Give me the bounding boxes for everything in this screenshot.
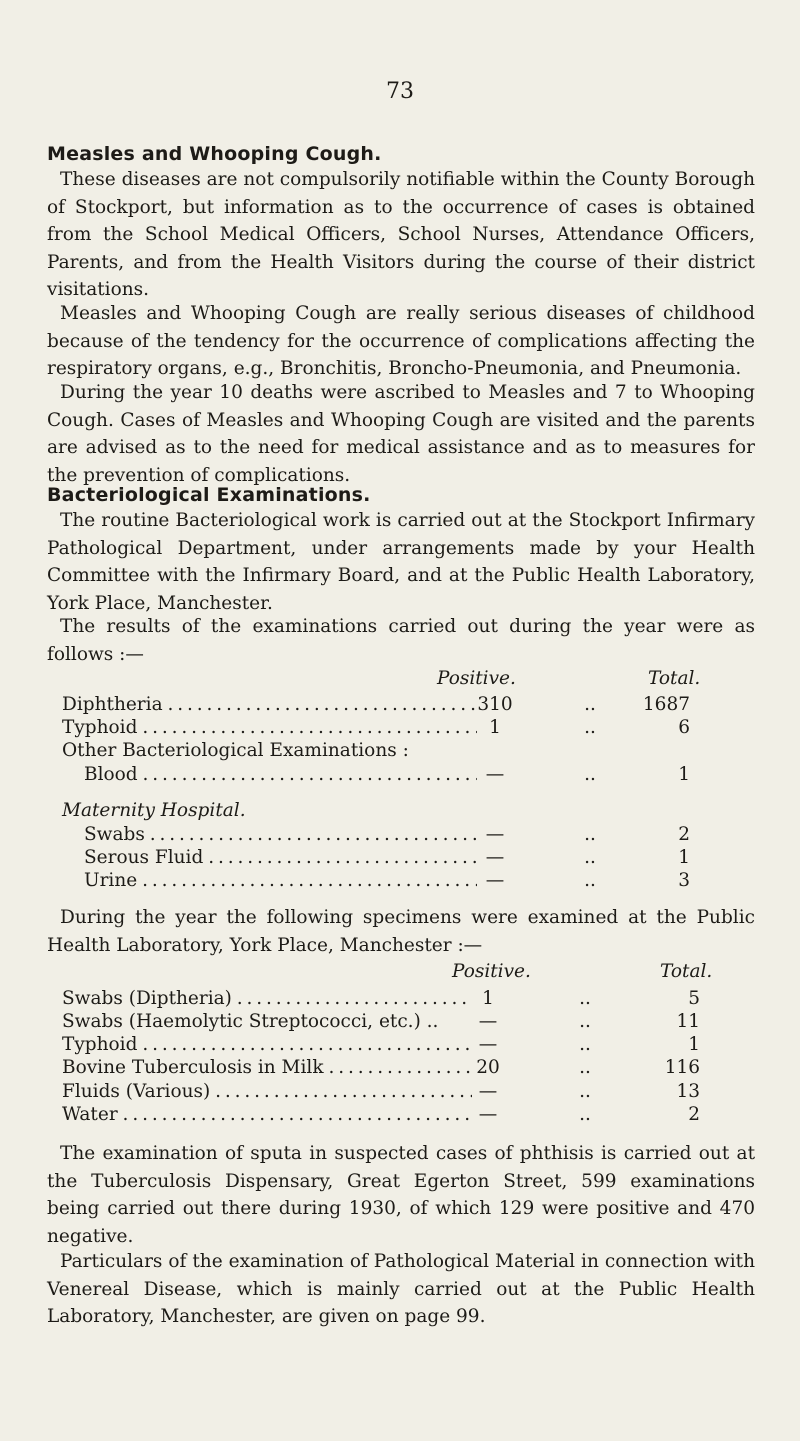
- row-label: Serous Fluid . . .: [84, 846, 477, 870]
- paragraph-deaths: During the year 10 deaths were ascribed to Measles and 7 to Whooping Cough. Cases of Measles and Whooping Cough are visited and the parents are advised as to the need for medical assistance and as to measures for the prevention of complications.: [47, 382, 755, 486]
- row-label: Swabs . . .: [84, 823, 477, 847]
- column-header-total: Total.: [648, 668, 701, 689]
- row-positive: 310: [477, 694, 513, 715]
- section-heading-measles: Measles and Whooping Cough.: [47, 143, 382, 165]
- row-label: Other Bacteriological Examinations :: [62, 740, 409, 761]
- row-total: 13: [676, 1081, 700, 1102]
- row-separator: ..: [584, 847, 596, 868]
- row-positive: —: [478, 1011, 498, 1032]
- row-label: Typhoid . . .: [62, 1033, 472, 1057]
- column-header-positive: Positive.: [452, 961, 531, 982]
- row-label: Blood . . .: [84, 763, 477, 787]
- paragraph-notifiable: These diseases are not compulsorily notifiable within the County Borough of Stockport, but information as to the occurrence of cases is obtained from the School Medical Officers, School Nurses, Attendance Officers, Parents, and from the Health Visitors during the course of their district visitations.: [47, 169, 755, 301]
- row-total: 1: [678, 847, 690, 868]
- row-separator: ..: [584, 824, 596, 845]
- row-total: 116: [664, 1057, 700, 1078]
- row-positive: 20: [476, 1057, 500, 1078]
- paragraph-public-health-lab: During the year the following specimens were examined at the Public Health Laboratory, York Place, Manchester :—: [47, 907, 755, 956]
- row-positive: —: [485, 847, 505, 868]
- row-positive: —: [478, 1104, 498, 1125]
- row-separator: ..: [579, 1034, 591, 1055]
- row-separator: ..: [584, 717, 596, 738]
- row-separator: ..: [584, 870, 596, 891]
- row-separator: ..: [584, 694, 596, 715]
- row-total: 11: [676, 1011, 700, 1032]
- section-heading-bacteriological: Bacteriological Examinations.: [47, 484, 371, 506]
- row-total: 1: [678, 764, 690, 785]
- row-total: 5: [688, 988, 700, 1009]
- row-positive: —: [478, 1034, 498, 1055]
- row-label: Swabs (Diptheria) . . .: [62, 987, 472, 1011]
- row-separator: ..: [579, 988, 591, 1009]
- row-total: 2: [688, 1104, 700, 1125]
- paragraph-results-intro: The results of the examinations carried out during the year were as follows :—: [47, 616, 755, 665]
- row-total: 1687: [642, 694, 690, 715]
- row-positive: 1: [489, 717, 501, 738]
- subheading-maternity-hospital: Maternity Hospital.: [62, 800, 246, 821]
- row-total: 3: [678, 870, 690, 891]
- paragraph-sputa-examination: The examination of sputa in suspected cases of phthisis is carried out at the Tuberculosis Dispensary, Great Egerton Street, 599 examinations being carried out there during 1930, of which 129 were positive and 470 negative.: [47, 1143, 755, 1247]
- paragraph-routine-work: The routine Bacteriological work is carried out at the Stockport Infirmary Pathological Department, under arrangements made by your Health Committee with the Infirmary Board, and at the Public Health Laboratory, York Place, Manchester.: [47, 510, 755, 614]
- row-positive: —: [485, 824, 505, 845]
- row-positive: —: [478, 1081, 498, 1102]
- row-separator: ..: [579, 1057, 591, 1078]
- row-label: Fluids (Various) . . .: [62, 1080, 472, 1104]
- page-number: 73: [386, 79, 414, 104]
- row-separator: ..: [584, 764, 596, 785]
- row-separator: ..: [579, 1011, 591, 1032]
- row-total: 6: [678, 717, 690, 738]
- column-header-total: Total.: [660, 961, 713, 982]
- paragraph-venereal-disease: Particulars of the examination of Pathological Material in connection with Venereal Disease, which is mainly carried out at the Public Health Laboratory, Manchester, are given on page 99.: [47, 1251, 755, 1328]
- row-label: Urine . . .: [84, 869, 477, 893]
- column-header-positive: Positive.: [437, 668, 516, 689]
- row-total: 1: [688, 1034, 700, 1055]
- row-positive: —: [485, 870, 505, 891]
- row-label: Bovine Tuberculosis in Milk . . .: [62, 1056, 472, 1080]
- row-separator: ..: [579, 1104, 591, 1125]
- row-positive: —: [485, 764, 505, 785]
- row-label: Diphtheria . . .: [62, 693, 477, 717]
- row-separator: ..: [579, 1081, 591, 1102]
- row-total: 2: [678, 824, 690, 845]
- row-positive: 1: [482, 988, 494, 1009]
- paragraph-serious-diseases: Measles and Whooping Cough are really serious diseases of childhood because of the tendency for the occurrence of complications affecting the respiratory organs, e.g., Bronchitis, Broncho-Pneumonia, and Pneumonia.: [47, 303, 755, 380]
- row-label: Swabs (Haemolytic Streptococci, etc.) ..: [62, 1011, 439, 1032]
- row-label: Typhoid . . .: [62, 716, 477, 740]
- row-label: Water . . .: [62, 1103, 472, 1127]
